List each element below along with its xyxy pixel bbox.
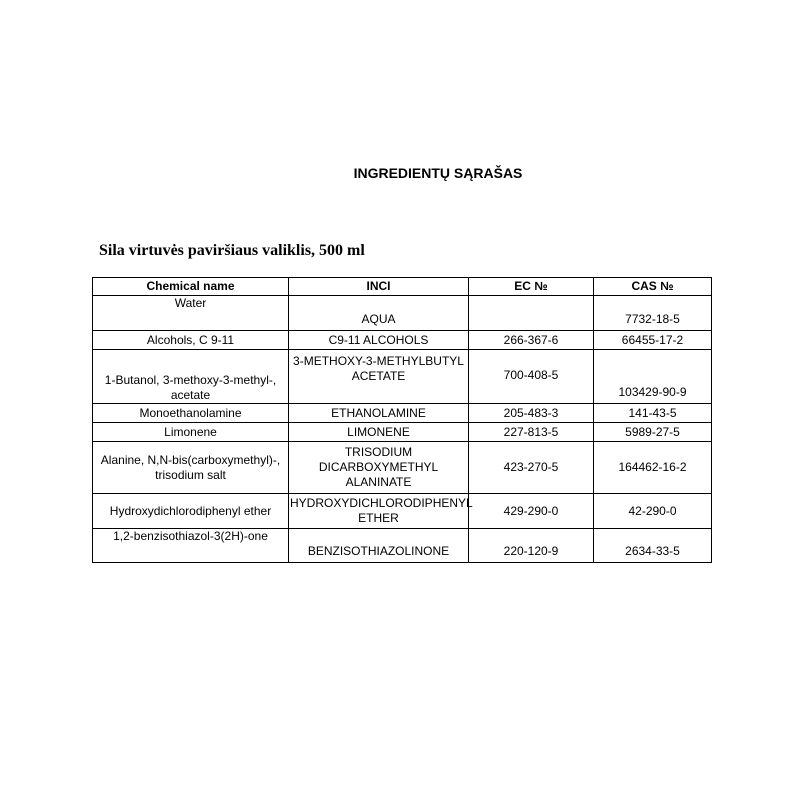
inci-cell: ETHANOLAMINE — [289, 404, 469, 423]
inci-cell: HYDROXYDICHLORODIPHENYL ETHER — [289, 494, 469, 529]
ec-cell: 700-408-5 — [469, 350, 594, 404]
cas-cell: 141-43-5 — [594, 404, 712, 423]
header-cas-number: CAS № — [594, 278, 712, 296]
table-row — [93, 350, 712, 404]
ec-cell: 429-290-0 — [469, 494, 594, 529]
table-row — [93, 494, 712, 529]
chemical-name-cell: Alcohols, C 9-11 — [93, 331, 289, 350]
inci-cell: TRISODIUM DICARBOXYMETHYL ALANINATE — [289, 442, 469, 494]
chemical-name-cell: Water — [93, 296, 289, 331]
product-name: Sila virtuvės paviršiaus valiklis, 500 ml — [99, 242, 365, 259]
document-title: INGREDIENTŲ SĄRAŠAS — [353, 165, 523, 181]
chemical-name-cell: 1,2-benzisothiazol-3(2H)-one — [93, 529, 289, 563]
header-inci: INCI — [289, 278, 469, 296]
chemical-name-cell: 1-Butanol, 3-methoxy-3-methyl-, acetate — [93, 350, 289, 404]
ec-cell: 205-483-3 — [469, 404, 594, 423]
chemical-name-cell: Alanine, N,N-bis(carboxymethyl)-, trisodium salt — [93, 442, 289, 494]
ec-cell: 423-270-5 — [469, 442, 594, 494]
table-row — [93, 423, 712, 442]
table-row — [93, 529, 712, 563]
header-chemical-name: Chemical name — [93, 278, 289, 296]
table-row — [93, 404, 712, 423]
inci-cell: AQUA — [289, 296, 469, 331]
chemical-name-cell: Monoethanolamine — [93, 404, 289, 423]
table-row — [93, 331, 712, 350]
cas-cell: 66455-17-2 — [594, 331, 712, 350]
chemical-name-cell: Limonene — [93, 423, 289, 442]
cas-cell: 103429-90-9 — [594, 350, 712, 404]
ec-cell: 220-120-9 — [469, 529, 594, 563]
inci-cell: LIMONENE — [289, 423, 469, 442]
cas-cell: 42-290-0 — [594, 494, 712, 529]
table-row — [93, 442, 712, 494]
cas-cell: 2634-33-5 — [594, 529, 712, 563]
cas-cell: 7732-18-5 — [594, 296, 712, 331]
ec-cell: 266-367-6 — [469, 331, 594, 350]
ec-cell: 227-813-5 — [469, 423, 594, 442]
inci-cell: BENZISOTHIAZOLINONE — [289, 529, 469, 563]
ingredients-table — [92, 277, 712, 563]
table-row — [93, 296, 712, 331]
inci-cell: C9-11 ALCOHOLS — [289, 331, 469, 350]
table-header-row — [93, 278, 712, 296]
header-ec-number: EC № — [469, 278, 594, 296]
ec-cell — [469, 296, 594, 331]
cas-cell: 5989-27-5 — [594, 423, 712, 442]
chemical-name-cell: Hydroxydichlorodiphenyl ether — [93, 494, 289, 529]
cas-cell: 164462-16-2 — [594, 442, 712, 494]
inci-cell: 3-METHOXY-3-METHYLBUTYL ACETATE — [289, 350, 469, 404]
